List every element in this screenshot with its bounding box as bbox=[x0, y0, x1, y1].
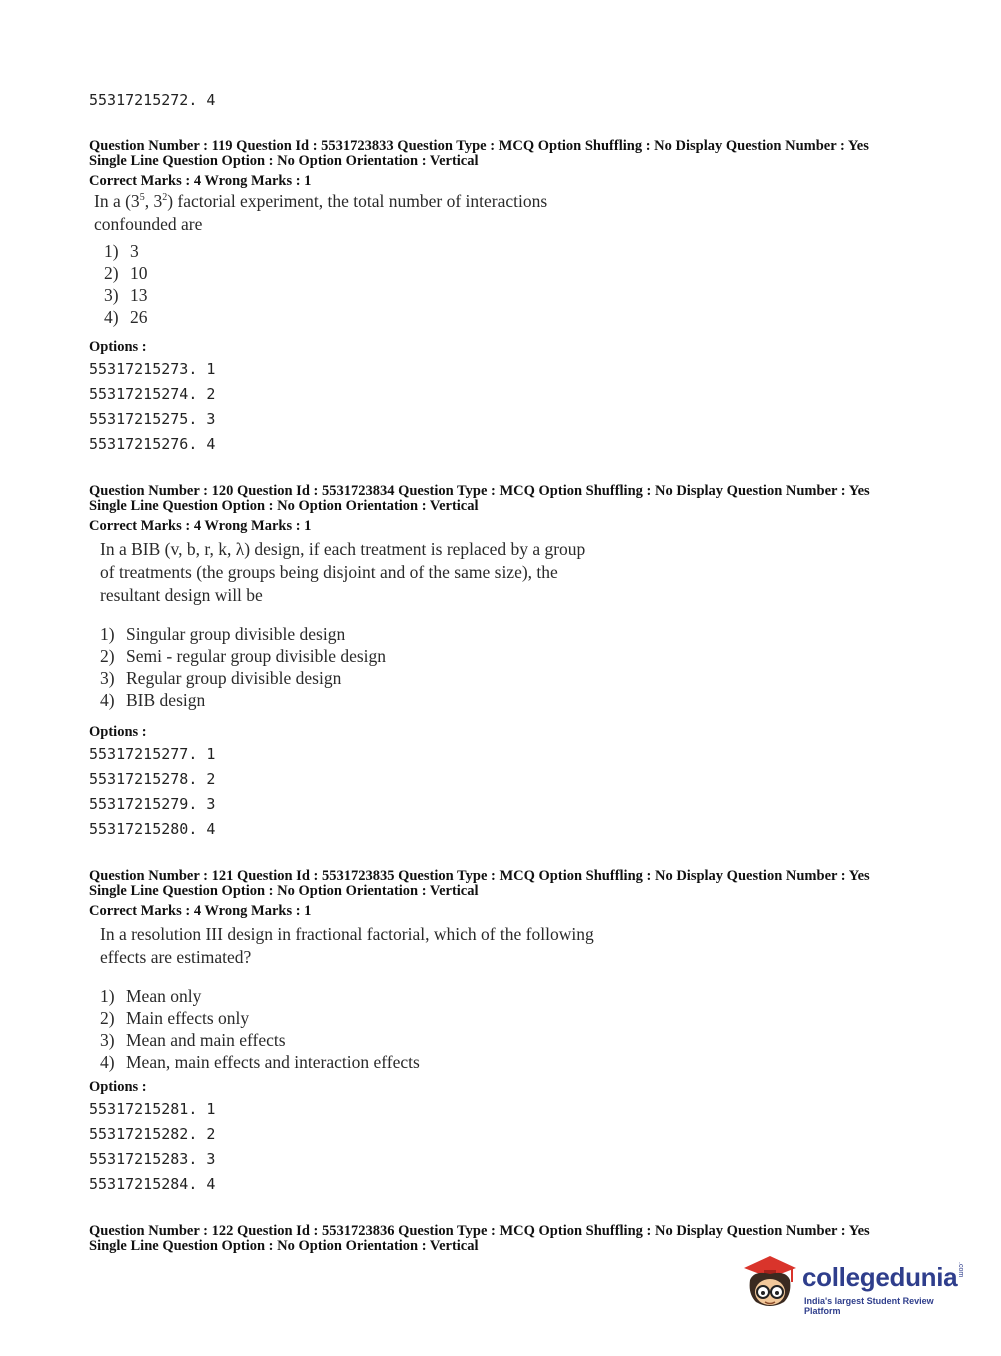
question-meta: Question Number : 122 Question Id : 5531723836 Question Type : MCQ Option Shuffling : No Display Question Number : Yes bbox=[89, 1223, 870, 1239]
choice-item: 1) Singular group divisible design bbox=[100, 624, 346, 644]
option-code: 55317215282. 2 bbox=[89, 1125, 216, 1143]
question-text bbox=[100, 923, 594, 969]
question-meta-line2: Single Line Question Option : No Option Orientation : Vertical bbox=[89, 498, 479, 514]
question-text bbox=[100, 538, 585, 607]
question-block-121 bbox=[89, 869, 870, 919]
choice-list bbox=[104, 240, 148, 328]
question-text bbox=[94, 190, 547, 236]
choice-item: 2) Semi - regular group divisible design bbox=[100, 646, 387, 666]
option-code: 55317215272. 4 bbox=[89, 91, 216, 109]
superscript: 2 bbox=[162, 192, 168, 203]
choice-item: 4) 26 bbox=[104, 307, 148, 327]
marks-line: Correct Marks : 4 Wrong Marks : 1 bbox=[89, 518, 312, 534]
question-text-part: ) factorial experiment, the total number of interactions bbox=[167, 191, 548, 211]
option-code: 55317215281. 1 bbox=[89, 1100, 216, 1118]
question-block-120 bbox=[89, 484, 870, 534]
marks-line: Correct Marks : 4 Wrong Marks : 1 bbox=[89, 173, 312, 189]
options-label: Options : bbox=[89, 1079, 147, 1095]
question-text-line: resultant design will be bbox=[100, 585, 263, 605]
option-code: 55317215277. 1 bbox=[89, 745, 216, 763]
question-text-part: In a (3 bbox=[94, 191, 140, 211]
choice-item: 3) Mean and main effects bbox=[100, 1030, 286, 1050]
superscript: 5 bbox=[139, 192, 145, 203]
question-text-part: , 3 bbox=[144, 191, 163, 211]
option-code: 55317215276. 4 bbox=[89, 435, 216, 453]
question-text-line: In a resolution III design in fractional factorial, which of the following bbox=[100, 924, 594, 944]
logo-domain-suffix: .com bbox=[957, 1262, 964, 1278]
question-text-line: In a BIB (v, b, r, k, λ) design, if each treatment is replaced by a group bbox=[100, 539, 586, 559]
choice-list bbox=[100, 985, 420, 1073]
marks-line: Correct Marks : 4 Wrong Marks : 1 bbox=[89, 903, 312, 919]
question-text-line: confounded are bbox=[94, 214, 203, 234]
question-meta: Question Number : 120 Question Id : 5531723834 Question Type : MCQ Option Shuffling : No Display Question Number : Yes bbox=[89, 483, 870, 499]
mascot-icon bbox=[740, 1250, 800, 1312]
choice-item: 2) 10 bbox=[104, 263, 148, 283]
option-code: 55317215274. 2 bbox=[89, 385, 216, 403]
collegedunia-logo bbox=[740, 1250, 970, 1320]
logo-tagline: India's largest Student Review Platform bbox=[804, 1296, 934, 1316]
choice-item: 1) 3 bbox=[104, 241, 139, 261]
options-label: Options : bbox=[89, 724, 147, 740]
options-label: Options : bbox=[89, 339, 147, 355]
question-meta-line2: Single Line Question Option : No Option Orientation : Vertical bbox=[89, 153, 479, 169]
choice-item: 2) Main effects only bbox=[100, 1008, 250, 1028]
option-code: 55317215280. 4 bbox=[89, 820, 216, 838]
question-meta: Question Number : 121 Question Id : 5531723835 Question Type : MCQ Option Shuffling : No Display Question Number : Yes bbox=[89, 868, 870, 884]
question-text-line: effects are estimated? bbox=[100, 947, 252, 967]
option-code: 55317215279. 3 bbox=[89, 795, 216, 813]
question-meta-line2: Single Line Question Option : No Option Orientation : Vertical bbox=[89, 883, 479, 899]
option-code: 55317215284. 4 bbox=[89, 1175, 216, 1193]
option-code: 55317215273. 1 bbox=[89, 360, 216, 378]
question-text-line: of treatments (the groups being disjoint and of the same size), the bbox=[100, 562, 558, 582]
option-code: 55317215283. 3 bbox=[89, 1150, 216, 1168]
choice-list bbox=[100, 623, 386, 711]
options-section bbox=[89, 1080, 215, 1197]
question-meta: Question Number : 119 Question Id : 5531723833 Question Type : MCQ Option Shuffling : No Display Question Number : Yes bbox=[89, 138, 869, 154]
choice-item: 4) BIB design bbox=[100, 690, 206, 710]
question-meta-line2: Single Line Question Option : No Option Orientation : Vertical bbox=[89, 1238, 479, 1254]
option-code: 55317215278. 2 bbox=[89, 770, 216, 788]
choice-item: 1) Mean only bbox=[100, 986, 202, 1006]
options-section bbox=[89, 340, 215, 457]
choice-item: 3) Regular group divisible design bbox=[100, 668, 342, 688]
options-section bbox=[89, 725, 215, 842]
option-code: 55317215275. 3 bbox=[89, 410, 216, 428]
logo-wordmark: collegedunia bbox=[802, 1262, 958, 1292]
choice-item: 3) 13 bbox=[104, 285, 148, 305]
choice-item: 4) Mean, main effects and interaction effects bbox=[100, 1052, 420, 1072]
question-block-119 bbox=[89, 139, 869, 189]
